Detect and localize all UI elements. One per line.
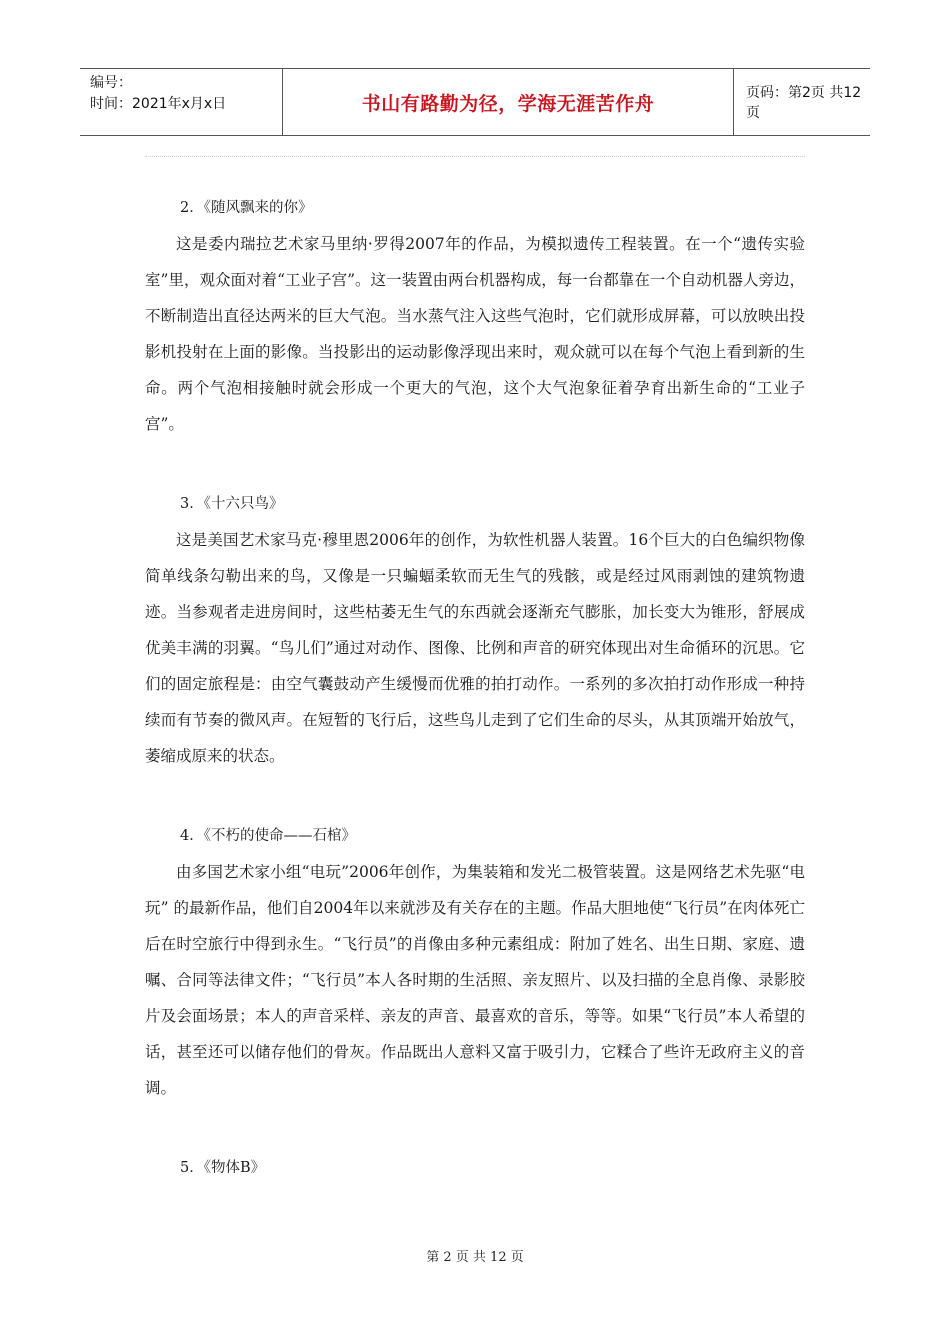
header-page-info bbox=[734, 69, 870, 135]
section-paragraph: 由多国艺术家小组“电玩”2006年创作，为集装箱和发光二极管装置。这是网络艺术先驱“电玩” 的最新作品，他们自2004年以来就涉及有关存在的主题。作品大胆地使“飞行员”在肉体死亡后在时空旅行中得到永生。“飞行员”的肖像由多种元素组成：附加了姓名、出生日期、家庭、遗嘱、合同等法律文件；“飞行员”本人各时期的生活照、亲友照片、以及扫描的全息肖像、录影胶片及会面场景；本人的声音采样、亲友的声音、最喜欢的音乐，等等。如果“飞行员”本人希望的话，甚至还可以储存他们的骨灰。作品既出人意料又富于吸引力，它糅合了些许无政府主义的音调。 bbox=[145, 863, 805, 1097]
section-item bbox=[145, 486, 805, 774]
header-page-label: 页码：第2页 共12页 bbox=[746, 85, 862, 121]
section-heading: 4．《不朽的使命——石棺》 bbox=[180, 828, 356, 844]
section-heading: 3．《十六只鸟》 bbox=[180, 496, 284, 512]
section-item bbox=[145, 190, 805, 442]
dotted-divider bbox=[145, 156, 805, 157]
section-item bbox=[145, 1150, 805, 1186]
document-body bbox=[145, 190, 805, 1230]
header-motto-cell bbox=[282, 69, 734, 135]
document-date-label: 时间：2021年x月x日 bbox=[90, 96, 227, 112]
document-number-label: 编号： bbox=[90, 75, 132, 91]
section-heading: 2．《随风飘来的你》 bbox=[180, 200, 313, 216]
footer-page-number: 第 2 页 共 12 页 bbox=[426, 1250, 524, 1265]
section-heading: 5．《物体B》 bbox=[180, 1160, 266, 1176]
section-item bbox=[145, 818, 805, 1106]
page-footer bbox=[0, 1246, 950, 1265]
header-motto: 书山有路勤为径，学海无涯苦作舟 bbox=[361, 92, 655, 115]
page-header bbox=[80, 68, 870, 136]
section-paragraph: 这是美国艺术家马克·穆里恩2006年的创作，为软性机器人装置。16个巨大的白色编织物像简单线条勾勒出来的鸟，又像是一只蝙蝠柔软而无生气的残骸，或是经过风雨剥蚀的建筑物遗迹。当参观者走进房间时，这些枯萎无生气的东西就会逐渐充气膨胀，加长变大为锥形，舒展成优美丰满的羽翼。“鸟儿们”通过对动作、图像、比例和声音的研究体现出对生命循环的沉思。它们的固定旅程是：由空气囊鼓动产生缓慢而优雅的拍打动作。一系列的多次拍打动作形成一种持续而有节奏的微风声。在短暂的飞行后，这些鸟儿走到了它们生命的尽头，从其顶端开始放气，萎缩成原来的状态。 bbox=[145, 531, 805, 765]
header-meta bbox=[80, 69, 282, 135]
section-paragraph: 这是委内瑞拉艺术家马里纳·罗得2007年的作品，为模拟遗传工程装置。在一个“遗传实验室”里，观众面对着“工业子宫”。这一装置由两台机器构成，每一台都靠在一个自动机器人旁边，不断制造出直径达两米的巨大气泡。当水蒸气注入这些气泡时，它们就形成屏幕，可以放映出投影机投射在上面的影像。当投影出的运动影像浮现出来时，观众就可以在每个气泡上看到新的生命。两个气泡相接触时就会形成一个更大的气泡，这个大气泡象征着孕育出新生命的“工业子宫”。 bbox=[145, 235, 805, 433]
